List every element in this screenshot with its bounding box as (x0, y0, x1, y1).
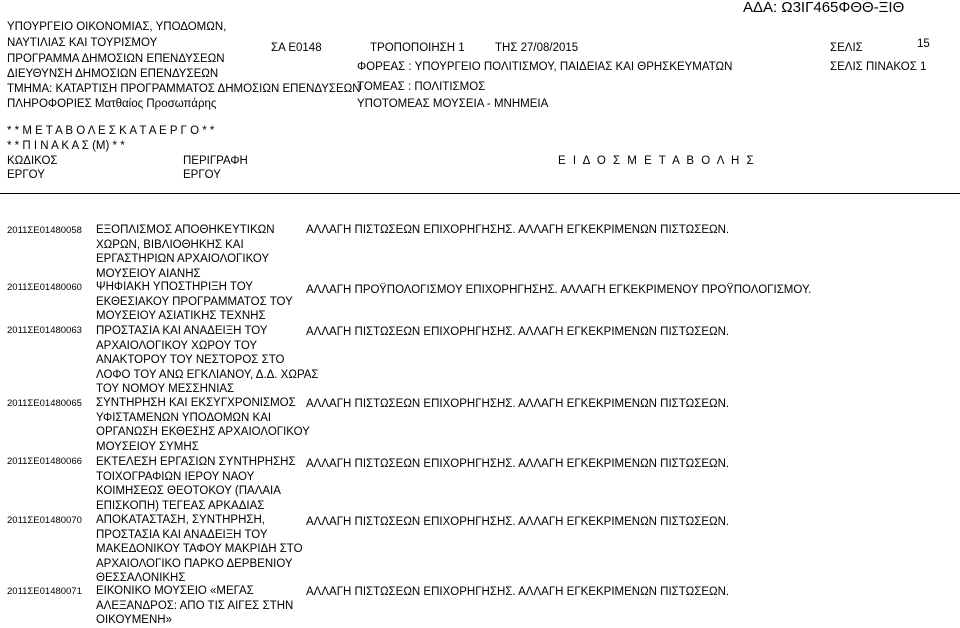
change-type: ΑΛΛΑΓΗ ΠΡΟΫΠΟΛΟΓΙΣΜΟΥ ΕΠΙΧΟΡΗΓΗΣΗΣ. ΑΛΛΑΓΗ ΕΓΚΕΚΡΙΜΕΝΟΥ ΠΡΟΫΠΟΛΟΓΙΣΜΟΥ. (306, 284, 812, 296)
project-description: ΕΞΟΠΛΙΣΜΟΣ ΑΠΟΘΗΚΕΥΤΙΚΩΝ ΧΩΡΩΝ, ΒΙΒΛΙΟΘΗΚΗΣ ΚΑΙ ΕΡΓΑΣΤΗΡΙΩΝ ΑΡΧΑΙΟΛΟΓΙΚΟΥ ΜΟΥΣΕΙΟΥ ΑΙΑΝΗΣ (96, 224, 275, 280)
project-description: ΨΗΦΙΑΚΗ ΥΠΟΣΤΗΡΙΞΗ ΤΟΥ ΕΚΘΕΣΙΑΚΟΥ ΠΡΟΓΡΑΜΜΑΤΟΣ ΤΟΥ ΜΟΥΣΕΙΟΥ ΑΣΙΑΤΙΚΗΣ ΤΕΧΝΗΣ (96, 281, 293, 322)
column-header-code-line2: ΕΡΓΟΥ (7, 169, 45, 181)
amendment-date: ΤΗΣ 27/08/2015 (495, 42, 579, 54)
agency-label: ΦΟΡΕΑΣ : ΥΠΟΥΡΓΕΙΟ ΠΟΛΙΤΙΣΜΟΥ, ΠΑΙΔΕΙΑΣ ΚΑΙ ΘΡΗΣΚΕΥΜΑΤΩΝ (357, 61, 733, 73)
column-header-change-type: Ε Ι Δ Ο Σ Μ Ε Τ Α Β Ο Λ Η Σ (558, 155, 756, 167)
project-description: ΕΚΤΕΛΕΣΗ ΕΡΓΑΣΙΩΝ ΣΥΝΤΗΡΗΣΗΣ ΤΟΙΧΟΓΡΑΦΙΩΝ ΙΕΡΟΥ ΝΑΟΥ ΚΟΙΜΗΣΕΩΣ ΘΕΟΤΟΚΟΥ (ΠΑΛΑΙΑ ΕΠΙΣΚΟΠΗ) ΤΕΓΕΑΣ ΑΡΚΑΔΙΑΣ (96, 456, 296, 512)
change-type: ΑΛΛΑΓΗ ΠΙΣΤΩΣΕΩΝ ΕΠΙΧΟΡΗΓΗΣΗΣ. ΑΛΛΑΓΗ ΕΓΚΕΚΡΙΜΕΝΩΝ ΠΙΣΤΩΣΕΩΝ. (306, 458, 730, 470)
sa-code: ΣΑ Ε0148 (271, 42, 322, 54)
column-header-desc-line1: ΠΕΡΙΓΡΑΦΗ (183, 155, 248, 167)
project-code: 2011ΣΕ01480058 (7, 225, 82, 236)
ada-code: ΑΔΑ: Ω3ΙΓ465ΦΘΘ-ΞΙΘ (743, 0, 905, 16)
project-code: 2011ΣΕ01480066 (7, 456, 82, 467)
project-code: 2011ΣΕ01480063 (7, 325, 82, 336)
ministry-line1: ΥΠΟΥΡΓΕΙΟ ΟΙΚΟΝΟΜΙΑΣ, ΥΠΟΔΟΜΩΝ, (7, 21, 227, 33)
project-code: 2011ΣΕ01480071 (7, 586, 82, 597)
column-header-code-line1: ΚΩΔΙΚΟΣ (7, 155, 58, 167)
project-code: 2011ΣΕ01480060 (7, 282, 82, 293)
program-name: ΠΡΟΓΡΑΜΜΑ ΔΗΜΟΣΙΩΝ ΕΠΕΝΔΥΣΕΩΝ (7, 53, 225, 65)
ministry-line2: ΝΑΥΤΙΛΙΑΣ ΚΑΙ ΤΟΥΡΙΣΜΟΥ (7, 37, 158, 49)
change-type: ΑΛΛΑΓΗ ΠΙΣΤΩΣΕΩΝ ΕΠΙΧΟΡΗΓΗΣΗΣ. ΑΛΛΑΓΗ ΕΓΚΕΚΡΙΜΕΝΩΝ ΠΙΣΤΩΣΕΩΝ. (306, 224, 730, 236)
section-title-table: * * Π Ι Ν Α Κ Α Σ (Μ) * * (7, 140, 125, 152)
subsector-label: ΥΠΟΤΟΜΕΑΣ ΜΟΥΣΕΙΑ - ΜΝΗΜΕΙΑ (357, 98, 549, 110)
project-description: ΠΡΟΣΤΑΣΙΑ ΚΑΙ ΑΝΑΔΕΙΞΗ ΤΟΥ ΑΡΧΑΙΟΛΟΓΙΚΟΥ ΧΩΡΟΥ ΤΟΥ ΑΝΑΚΤΟΡΟΥ ΤΟΥ ΝΕΣΤΟΡΟΣ ΣΤΟ ΛΟΦΟ ΤΟΥ ΑΝΩ ΕΓΚΛΙΑΝΟΥ, Δ.Δ. ΧΩΡΑΣ ΤΟΥ ΝΟΜΟΥ ΜΕΣΣΗΝΙΑΣ (96, 325, 319, 395)
column-header-desc-line2: ΕΡΓΟΥ (183, 169, 221, 181)
project-description: ΕΙΚΟΝΙΚΟ ΜΟΥΣΕΙΟ «ΜΕΓΑΣ ΑΛΕΞΑΝΔΡΟΣ: ΑΠΟ ΤΙΣ ΑΙΓΕΣ ΣΤΗΝ ΟΙΚΟΥΜΕΝΗ» (96, 585, 294, 626)
contact-info: ΠΛΗΡΟΦΟΡΙΕΣ Ματθαίος Προσωπάρης (7, 98, 217, 110)
section-title-changes: * * Μ Ε Τ Α Β Ο Λ Ε Σ Κ Α Τ Α Ε Ρ Γ Ο * * (7, 125, 215, 137)
directorate-name: ΔΙΕΥΘΥΝΣΗ ΔΗΜΟΣΙΩΝ ΕΠΕΝΔΥΣΕΩΝ (7, 68, 219, 80)
table-page-label: ΣΕΛΙΣ ΠΙΝΑΚΟΣ 1 (830, 61, 927, 73)
page-number: 15 (917, 38, 930, 50)
amendment-label: ΤΡΟΠΟΠΟΙΗΣΗ 1 (370, 42, 465, 54)
project-code: 2011ΣΕ01480070 (7, 515, 82, 526)
sector-label: ΤΟΜΕΑΣ : ΠΟΛΙΤΙΣΜΟΣ (357, 81, 486, 93)
department-name: ΤΜΗΜΑ: ΚΑΤΑΡΤΙΣΗ ΠΡΟΓΡΑΜΜΑΤΟΣ ΔΗΜΟΣΙΩΝ ΕΠΕΝΔΥΣΕΩΝ (7, 83, 361, 95)
page-label: ΣΕΛΙΣ (830, 42, 863, 54)
project-description: ΑΠΟΚΑΤΑΣΤΑΣΗ, ΣΥΝΤΗΡΗΣΗ, ΠΡΟΣΤΑΣΙΑ ΚΑΙ ΑΝΑΔΕΙΞΗ ΤΟΥ ΜΑΚΕΔΟΝΙΚΟΥ ΤΑΦΟΥ ΜΑΚΡΙΔΗ ΣΤΟ ΑΡΧΑΙΟΛΟΓΙΚΟ ΠΑΡΚΟ ΔΕΡΒΕΝΙΟΥ ΘΕΣΣΑΛΟΝΙΚΗΣ (96, 514, 303, 584)
project-code: 2011ΣΕ01480065 (7, 398, 82, 409)
header-divider (0, 193, 960, 194)
project-description: ΣΥΝΤΗΡΗΣΗ ΚΑΙ ΕΚΣΥΓΧΡΟΝΙΣΜΟΣ ΥΦΙΣΤΑΜΕΝΩΝ ΥΠΟΔΟΜΩΝ ΚΑΙ ΟΡΓΑΝΩΣΗ ΕΚΘΕΣΗΣ ΑΡΧΑΙΟΛΟΓΙΚΟΥ ΜΟΥΣΕΙΟΥ ΣΥΜΗΣ (96, 397, 310, 453)
change-type: ΑΛΛΑΓΗ ΠΙΣΤΩΣΕΩΝ ΕΠΙΧΟΡΗΓΗΣΗΣ. ΑΛΛΑΓΗ ΕΓΚΕΚΡΙΜΕΝΩΝ ΠΙΣΤΩΣΕΩΝ. (306, 326, 730, 338)
change-type: ΑΛΛΑΓΗ ΠΙΣΤΩΣΕΩΝ ΕΠΙΧΟΡΗΓΗΣΗΣ. ΑΛΛΑΓΗ ΕΓΚΕΚΡΙΜΕΝΩΝ ΠΙΣΤΩΣΕΩΝ. (306, 398, 730, 410)
change-type: ΑΛΛΑΓΗ ΠΙΣΤΩΣΕΩΝ ΕΠΙΧΟΡΗΓΗΣΗΣ. ΑΛΛΑΓΗ ΕΓΚΕΚΡΙΜΕΝΩΝ ΠΙΣΤΩΣΕΩΝ. (306, 516, 730, 528)
change-type: ΑΛΛΑΓΗ ΠΙΣΤΩΣΕΩΝ ΕΠΙΧΟΡΗΓΗΣΗΣ. ΑΛΛΑΓΗ ΕΓΚΕΚΡΙΜΕΝΩΝ ΠΙΣΤΩΣΕΩΝ. (306, 586, 730, 598)
